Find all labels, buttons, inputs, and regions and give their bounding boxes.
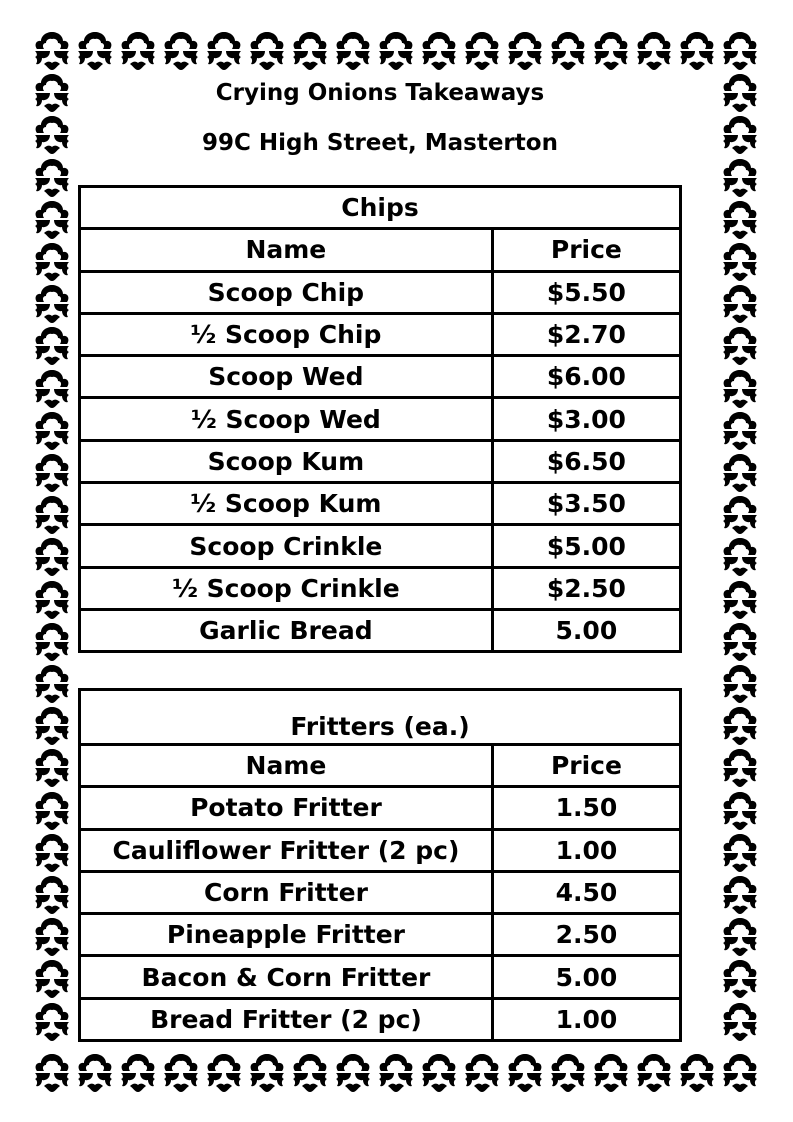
section-header-row: [80, 187, 681, 229]
flower-icon: [204, 30, 244, 72]
flower-icon: [290, 30, 330, 72]
flower-icon: [677, 30, 717, 72]
item-name: Scoop Kum: [80, 440, 493, 482]
item-price: 4.50: [492, 871, 680, 913]
table-row: [80, 567, 681, 609]
chips-menu-table: [78, 185, 682, 653]
table-row: [80, 787, 681, 829]
flower-icon: [720, 30, 760, 72]
item-price: 5.00: [492, 956, 680, 998]
item-name: Bread Fritter (2 pc): [80, 998, 493, 1040]
flower-icon: [290, 1052, 330, 1094]
flower-icon: [505, 1052, 545, 1094]
flower-icon: [720, 368, 760, 410]
table-row: [80, 829, 681, 871]
item-name: ½ Scoop Crinkle: [80, 567, 493, 609]
flower-icon: [247, 1052, 287, 1094]
flower-icon: [720, 536, 760, 578]
flower-icon: [32, 705, 72, 747]
flower-icon: [376, 30, 416, 72]
flower-icon: [32, 1052, 72, 1094]
flower-icon: [161, 30, 201, 72]
flower-icon: [161, 1052, 201, 1094]
flower-icon: [32, 241, 72, 283]
flower-icon: [247, 30, 287, 72]
item-name: Scoop Chip: [80, 271, 493, 313]
flower-icon: [462, 30, 502, 72]
item-name: Corn Fritter: [80, 871, 493, 913]
flower-icon: [32, 874, 72, 916]
item-name: ½ Scoop Chip: [80, 313, 493, 355]
flower-icon: [32, 30, 72, 72]
flower-icon: [720, 579, 760, 621]
item-price: $6.00: [492, 356, 680, 398]
flower-icon: [634, 1052, 674, 1094]
flower-icon: [720, 747, 760, 789]
item-price: $2.50: [492, 567, 680, 609]
section-title: Chips: [80, 187, 681, 229]
flower-icon: [32, 452, 72, 494]
flower-icon: [462, 1052, 502, 1094]
flower-icon: [720, 874, 760, 916]
flower-icon: [75, 1052, 115, 1094]
flower-icon: [118, 30, 158, 72]
flower-icon: [32, 494, 72, 536]
item-name: ½ Scoop Wed: [80, 398, 493, 440]
item-price: $3.00: [492, 398, 680, 440]
section-title: Fritters (ea.): [80, 690, 681, 745]
flower-icon: [376, 1052, 416, 1094]
flower-icon: [32, 410, 72, 452]
flower-icon: [720, 494, 760, 536]
flower-icon: [75, 30, 115, 72]
flower-icon: [548, 1052, 588, 1094]
column-header-name: Name: [80, 229, 493, 271]
flower-icon: [32, 958, 72, 1000]
flower-icon: [32, 1001, 72, 1043]
table-row: [80, 871, 681, 913]
table-row: [80, 356, 681, 398]
table-row: [80, 998, 681, 1040]
item-name: Garlic Bread: [80, 609, 493, 651]
flower-icon: [720, 790, 760, 832]
table-row: [80, 271, 681, 313]
section-header-row: [80, 690, 681, 745]
flower-icon: [720, 663, 760, 705]
flower-icon: [32, 325, 72, 367]
flower-icon: [32, 579, 72, 621]
item-price: 1.50: [492, 787, 680, 829]
fritters-menu-table: [78, 688, 682, 1042]
item-name: ½ Scoop Kum: [80, 483, 493, 525]
item-price: $3.50: [492, 483, 680, 525]
flower-icon: [720, 1001, 760, 1043]
item-name: Potato Fritter: [80, 787, 493, 829]
column-header-row: [80, 745, 681, 787]
item-price: $2.70: [492, 313, 680, 355]
flower-icon: [32, 663, 72, 705]
column-header-name: Name: [80, 745, 493, 787]
flower-icon: [32, 916, 72, 958]
item-name: Bacon & Corn Fritter: [80, 956, 493, 998]
flower-icon: [677, 1052, 717, 1094]
flower-icon: [333, 1052, 373, 1094]
flower-icon: [720, 410, 760, 452]
flower-icon: [720, 621, 760, 663]
flower-icon: [32, 283, 72, 325]
table-row: [80, 609, 681, 651]
column-header-row: [80, 229, 681, 271]
item-price: 2.50: [492, 914, 680, 956]
column-header-price: Price: [492, 745, 680, 787]
table-row: [80, 525, 681, 567]
flower-icon: [720, 72, 760, 114]
flower-icon: [32, 72, 72, 114]
column-header-price: Price: [492, 229, 680, 271]
table-row: [80, 313, 681, 355]
item-price: 1.00: [492, 829, 680, 871]
item-price: $6.50: [492, 440, 680, 482]
table-row: [80, 440, 681, 482]
item-price: $5.50: [492, 271, 680, 313]
item-name: Scoop Wed: [80, 356, 493, 398]
item-price: $5.00: [492, 525, 680, 567]
item-price: 5.00: [492, 609, 680, 651]
flower-icon: [720, 157, 760, 199]
flower-icon: [32, 790, 72, 832]
flower-icon: [720, 241, 760, 283]
table-row: [80, 483, 681, 525]
flower-icon: [32, 368, 72, 410]
flower-icon: [32, 832, 72, 874]
flower-icon: [591, 30, 631, 72]
item-price: 1.00: [492, 998, 680, 1040]
table-row: [80, 398, 681, 440]
flower-icon: [720, 452, 760, 494]
item-name: Scoop Crinkle: [80, 525, 493, 567]
flower-icon: [720, 916, 760, 958]
flower-icon: [720, 1052, 760, 1094]
flower-icon: [32, 621, 72, 663]
flower-icon: [333, 30, 373, 72]
flower-icon: [204, 1052, 244, 1094]
table-row: [80, 914, 681, 956]
flower-icon: [118, 1052, 158, 1094]
flower-icon: [419, 30, 459, 72]
item-name: Cauliflower Fritter (2 pc): [80, 829, 493, 871]
flower-icon: [720, 705, 760, 747]
flower-icon: [32, 199, 72, 241]
flower-icon: [720, 325, 760, 367]
item-name: Pineapple Fritter: [80, 914, 493, 956]
flower-icon: [720, 199, 760, 241]
flower-icon: [505, 30, 545, 72]
business-address: 99C High Street, Masterton: [202, 130, 558, 156]
flower-icon: [32, 114, 72, 156]
table-row: [80, 956, 681, 998]
flower-icon: [32, 536, 72, 578]
flower-icon: [32, 157, 72, 199]
flower-icon: [32, 747, 72, 789]
flower-icon: [720, 114, 760, 156]
flower-icon: [419, 1052, 459, 1094]
flower-icon: [720, 958, 760, 1000]
business-name: Crying Onions Takeaways: [215, 80, 545, 106]
flower-icon: [634, 30, 674, 72]
flower-icon: [591, 1052, 631, 1094]
flower-icon: [720, 283, 760, 325]
flower-icon: [720, 832, 760, 874]
flower-icon: [548, 30, 588, 72]
